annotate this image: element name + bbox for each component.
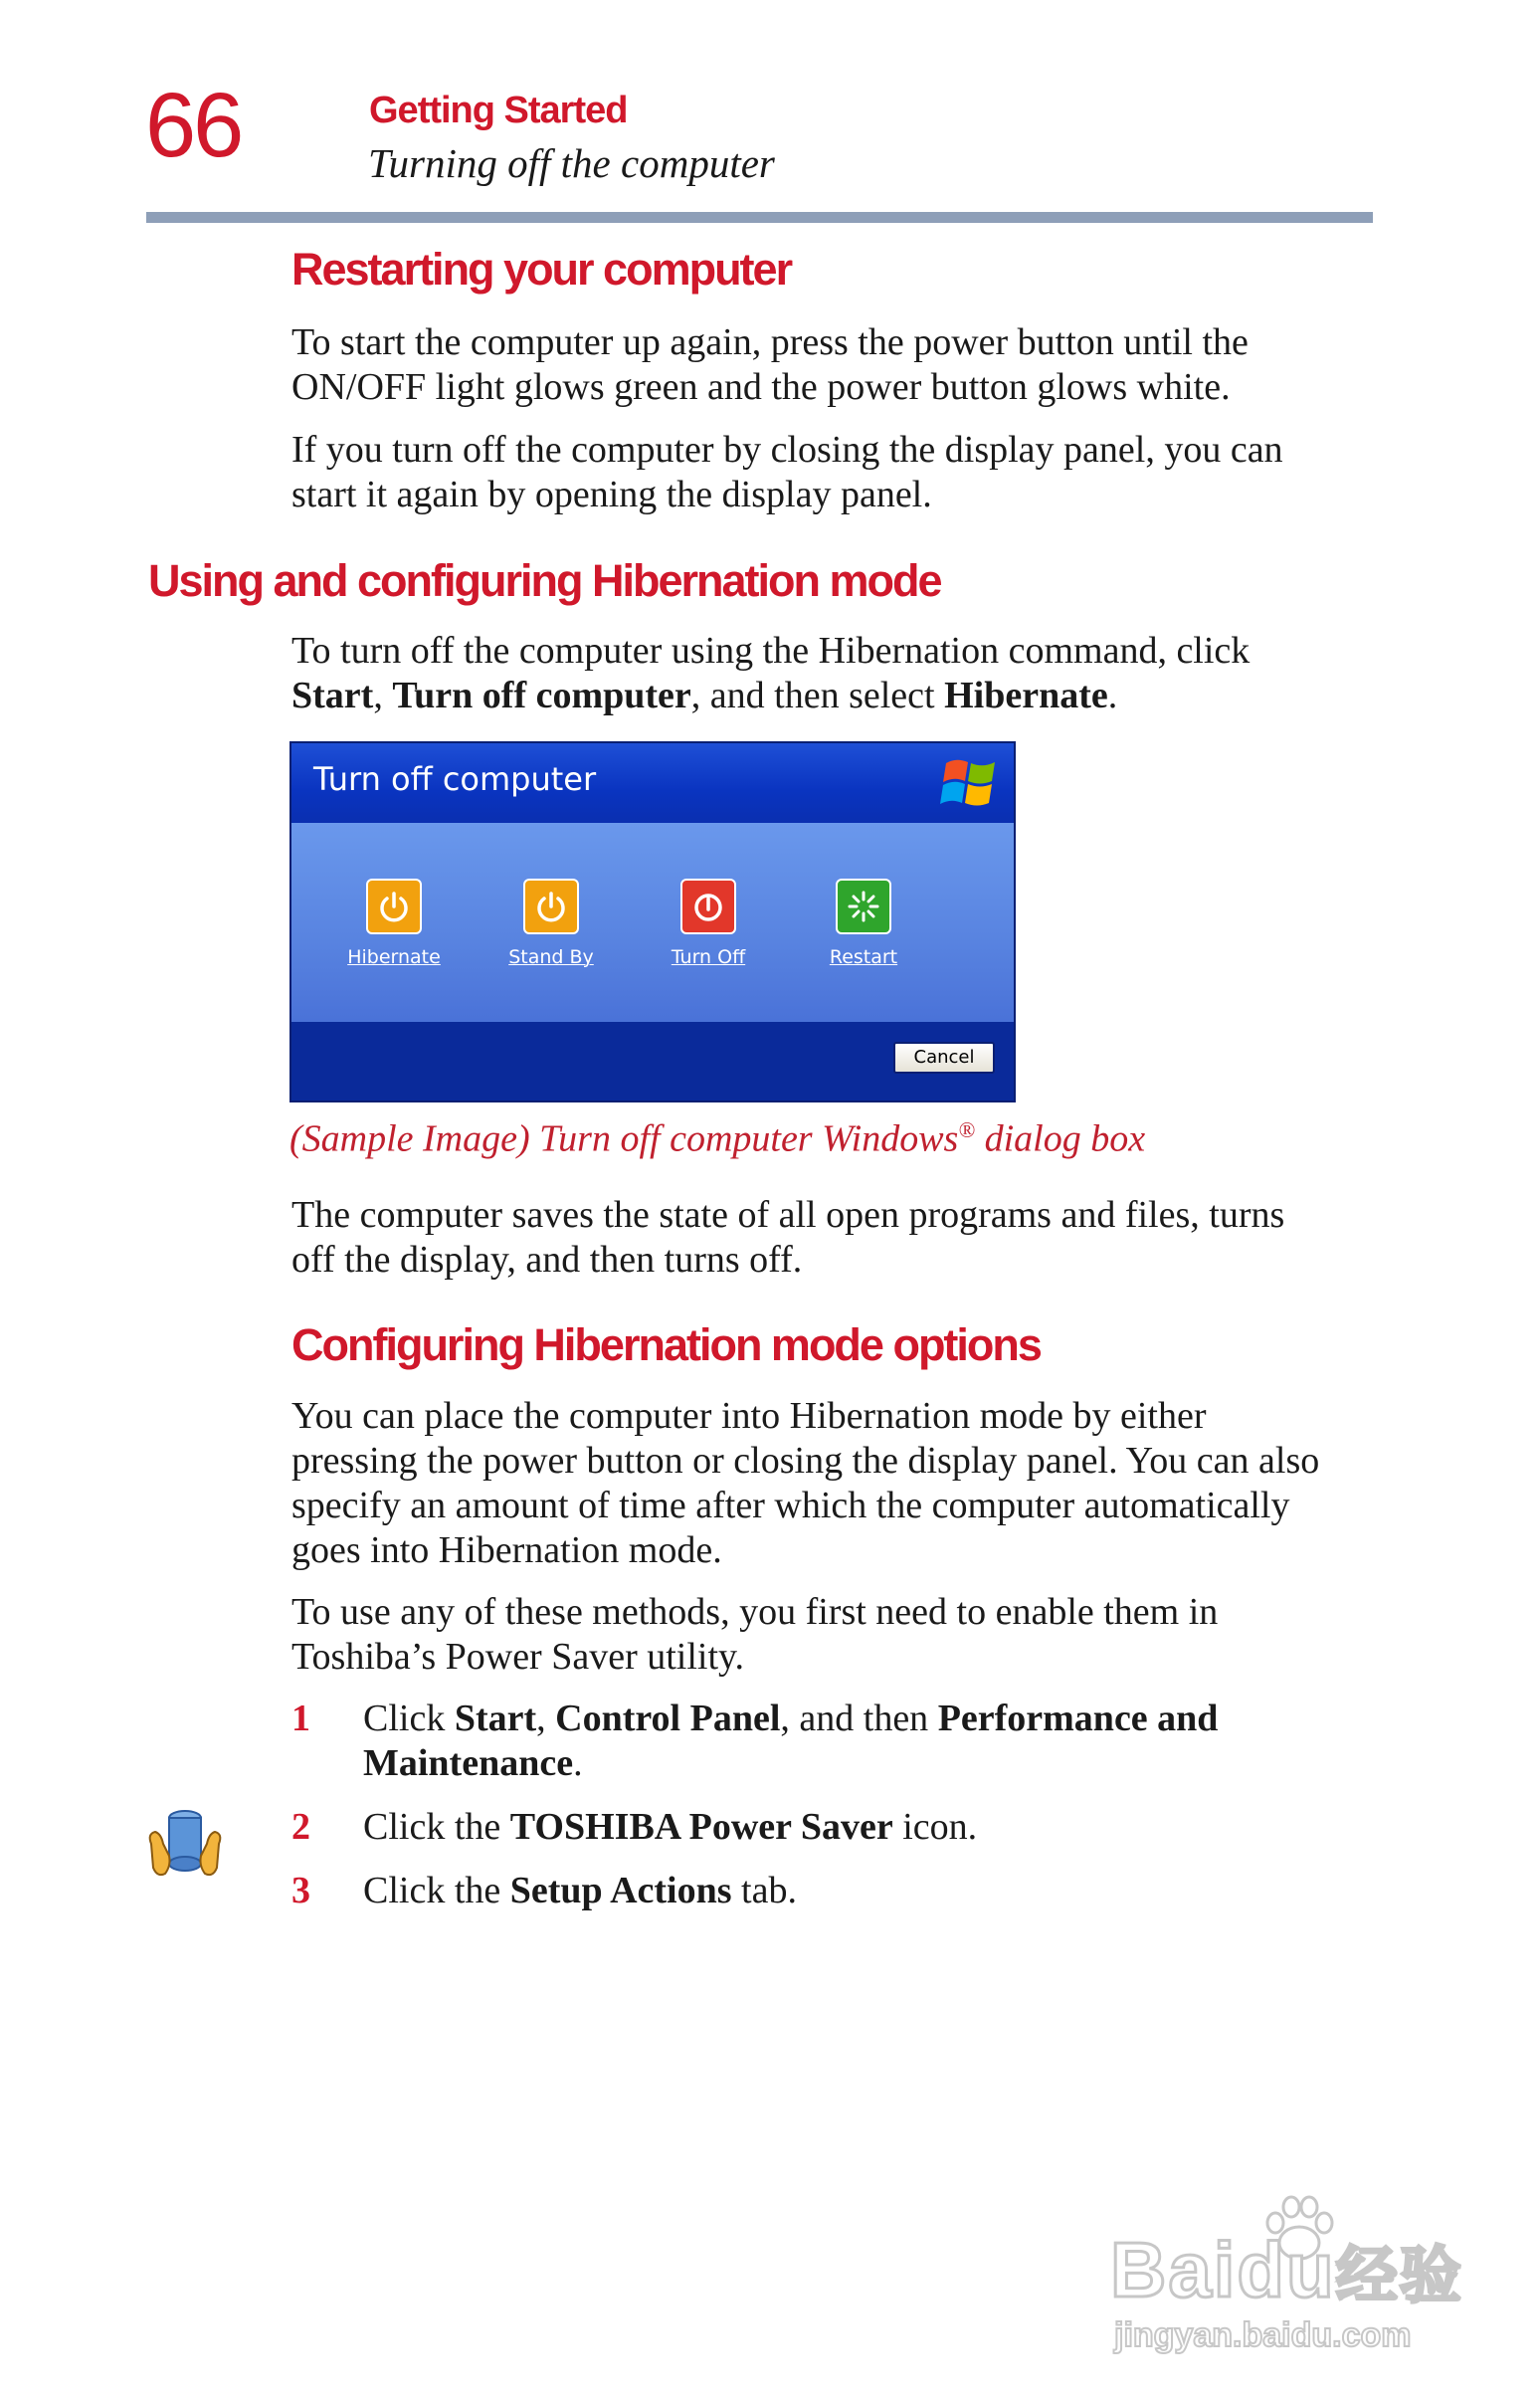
standby-label[interactable]: Stand By [508,946,594,968]
step-1: Click Start, Control Panel, and then Performance and Maintenance. [363,1698,1219,1784]
heading-configuring: Configuring Hibernation mode options [291,1319,1041,1370]
restart-option[interactable] [804,879,923,968]
watermark-brand: Baidu经验 [1110,2226,1463,2313]
figure-caption: (Sample Image) Turn off computer Windows® dialog box [289,1117,1146,1160]
configuring-paragraph-1: You can place the computer into Hibernation mode by either pressing the power button or closing the display panel. You can also specify an amount of time after which the computer automatically goes into Hibernation mode. [291,1395,1320,1571]
restart-label[interactable]: Restart [829,946,898,968]
step-3: Click the Setup Actions tab. [363,1870,797,1911]
turn-off-computer-dialog [289,741,1016,1102]
configuring-paragraph-2: To use any of these methods, you first need to enable them in Toshiba’s Power Saver utility. [291,1591,1219,1678]
standby-power-icon[interactable] [523,879,579,934]
toshiba-power-saver-icon [145,1804,225,1888]
restart-icon[interactable] [836,879,891,934]
hibernation-intro: To turn off the computer using the Hibernation command, click Start, Turn off computer, and then select Hibernate. [291,630,1251,716]
standby-option[interactable] [491,879,611,968]
step-number-2: 2 [291,1806,310,1848]
turnoff-option[interactable] [649,879,768,968]
watermark-url: jingyan.baidu.com [1114,2316,1412,2354]
baidu-watermark [1110,2195,1468,2364]
step-number-1: 1 [291,1698,310,1739]
running-header-section: Getting Started [369,90,628,131]
dialog-footer [291,1022,1014,1102]
step-2: Click the TOSHIBA Power Saver icon. [363,1806,978,1848]
step-number-3: 3 [291,1870,310,1911]
header-rule [146,212,1373,223]
turnoff-label[interactable]: Turn Off [671,946,746,968]
hibernate-power-icon[interactable] [366,879,422,934]
running-header-subsection: Turning off the computer [368,140,775,186]
hibernate-option[interactable] [334,879,454,968]
heading-hibernation: Using and configuring Hibernation mode [148,555,941,606]
after-dialog-paragraph: The computer saves the state of all open programs and files, turns off the display, and then turns off. [291,1194,1285,1281]
dialog-body [291,823,1014,1022]
windows-logo-icon [940,753,1000,813]
page-number: 66 [145,75,242,176]
turnoff-power-icon[interactable] [680,879,736,934]
restart-paragraph-1: To start the computer up again, press the power button until the ON/OFF light glows green and the power button glows white. [291,321,1249,408]
cancel-button[interactable]: Cancel [893,1042,995,1074]
restart-paragraph-2: If you turn off the computer by closing the display panel, you can start it again by opening the display panel. [291,429,1283,515]
heading-restarting: Restarting your computer [291,244,792,295]
hibernate-label[interactable]: Hibernate [347,946,441,968]
dialog-title: Turn off computer [313,760,597,798]
dialog-title-bar [291,743,1014,823]
